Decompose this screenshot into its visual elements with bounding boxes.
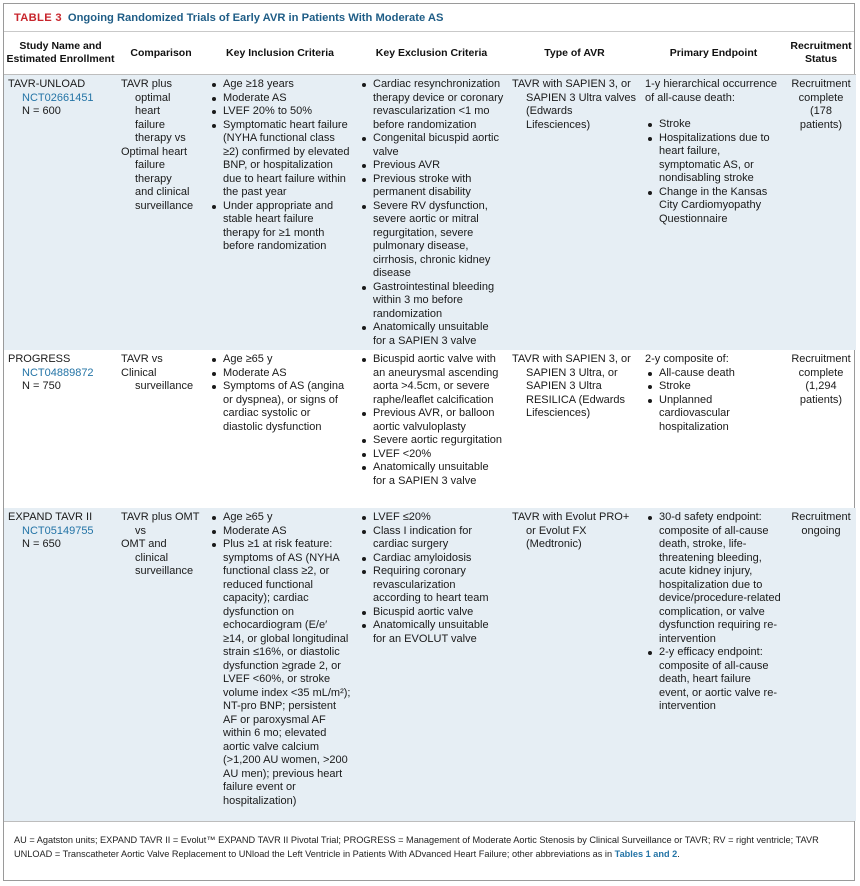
exclusion-cell [355,508,508,821]
list-item: Bicuspid aortic valve [359,606,504,620]
inclusion-cell [205,508,355,821]
list-item: Age ≥65 y [209,511,351,525]
list-item: LVEF <20% [359,448,504,462]
status-cell: Recruitment complete (1,294 patients) [791,353,851,406]
list-item: Stroke [645,118,782,132]
endpoint-cell [641,508,786,821]
list-item: Symptomatic heart failure (NYHA functional class ≥2) confirmed by elevated BNP, or hospitalization due to heart failure within the past year [209,119,351,200]
inclusion-cell [205,75,355,351]
comparison-cell: TAVR plus optimal heart failure therapy vs Optimal heart failure therapy and clinical surveillance [117,75,205,351]
list-item: Requiring coronary revascularization according to heart team [359,565,504,606]
list-item: Anatomically unsuitable for a SAPIEN 3 valve [359,321,504,348]
header-status: Recruitment Status [786,32,856,75]
list-item: Cardiac resynchronization therapy device or coronary revascularization <1 mo before randomization [359,78,504,132]
status-cell: Recruitment complete (178 patients) [786,75,856,351]
study-name: EXPAND TAVR II [8,511,93,523]
nct-link[interactable]: NCT02661451 [22,91,94,104]
study-cell [4,508,117,821]
exclusion-cell [355,75,508,351]
list-item: Previous AVR [359,159,504,173]
list-item: Moderate AS [209,367,351,381]
avr-type-cell: TAVR with SAPIEN 3, or SAPIEN 3 Ultra, or SAPIEN 3 Ultra RESILICA (Edwards Lifesciences) [512,353,631,419]
study-name: TAVR-UNLOAD [8,78,86,90]
header-inclusion: Key Inclusion Criteria [205,32,355,75]
list-item: Severe aortic regurgitation [359,434,504,448]
table-title: Ongoing Randomized Trials of Early AVR in Patients With Moderate AS [67,11,444,24]
trials-table [4,32,856,821]
table-title-bar [4,4,854,32]
endpoint-cell [641,350,786,508]
table-frame [3,3,855,881]
list-item: Severe RV dysfunction, severe aortic or mitral regurgitation, severe pulmonary disease, cirrhosis, chronic kidney disease [359,200,504,281]
list-item: Moderate AS [209,525,351,539]
list-item: Plus ≥1 at risk feature: symptoms of AS (NYHA functional class ≥2, or reduced functional capacity); cardiac dysfunction on echocardiogram (E/e′ ≥14, or global longitudinal strain ≤16%, or diastolic dysfunction ≥grade 2, or LVEF <60%, or stroke volume index <35 mL/m²); NT-pro BNP; persistent AF or paroxysmal AF within 6 mo; elevated aortic valve calcium (>1,200 AU women, >200 AU men); previous heart failure event or hospitalization) [209,538,351,808]
enrollment: N = 650 [22,538,61,550]
avr-type-cell: TAVR with SAPIEN 3, or SAPIEN 3 Ultra valves (Edwards Lifesciences) [508,75,641,351]
list-item: Moderate AS [209,92,351,106]
list-item: All-cause death [645,367,782,381]
list-item: Previous AVR, or balloon aortic valvuloplasty [359,407,504,434]
list-item: Class I indication for cardiac surgery [359,525,504,552]
enrollment: N = 750 [22,380,61,392]
inclusion-cell [205,350,355,508]
list-item: Age ≥65 y [209,353,351,367]
list-item: LVEF ≤20% [359,511,504,525]
list-item: Previous stroke with permanent disability [359,173,504,200]
list-item: Age ≥18 years [209,78,351,92]
list-item: Cardiac amyloidosis [359,552,504,566]
endpoint-intro: 1-y hierarchical occurrence of all-cause death: [645,78,778,104]
header-avr-type: Type of AVR [508,32,641,75]
list-item: Anatomically unsuitable for a SAPIEN 3 valve [359,461,504,488]
list-item: Gastrointestinal bleeding within 3 mo before randomization [359,281,504,322]
status-cell: Recruitment ongoing [786,508,856,821]
table-footnote [4,821,854,861]
footnote-end: . [677,848,680,859]
list-item: Stroke [645,380,782,394]
header-endpoint: Primary Endpoint [641,32,786,75]
comparison-cell: TAVR plus OMT vs OMT and clinical surveillance [117,508,205,821]
list-item: Under appropriate and stable heart failure therapy for ≥1 month before randomization [209,200,351,254]
study-cell [4,350,117,508]
list-item: Anatomically unsuitable for an EVOLUT valve [359,619,504,646]
list-item: Congenital bicuspid aortic valve [359,132,504,159]
avr-type-cell: TAVR with Evolut PRO+ or Evolut FX (Medtronic) [508,508,641,821]
list-item: Bicuspid aortic valve with an aneurysmal ascending aorta >4.5cm, or severe raphe/leaflet calcification [359,353,504,407]
study-name: PROGRESS [8,353,71,365]
list-item: Hospitalizations due to heart failure, symptomatic AS, or nondisabling stroke [645,132,782,186]
table-row [4,75,856,351]
header-comparison: Comparison [117,32,205,75]
nct-link[interactable]: NCT05149755 [22,524,94,537]
table-row [4,508,856,821]
list-item: 2-y efficacy endpoint: composite of all-cause death, heart failure event, or aortic valve re-intervention [645,646,782,714]
list-item: Symptoms of AS (angina or dyspnea), or signs of cardiac systolic or diastolic dysfunction [209,380,351,434]
study-cell [4,75,117,351]
footnote-text: AU = Agatston units; EXPAND TAVR II = Evolut™ EXPAND TAVR II Pivotal Trial; PROGRESS = Management of Moderate Aortic Stenosis by Clinical Surveillance or TAVR; RV = right ventricle; TAVR UNLOAD = Transcatheter Aortic Valve Replacement to UNload the Left Ventricle in Patients With ADvanced Heart Failure; other abbreviations as in [14,835,819,859]
enrollment: N = 600 [22,105,61,117]
table-label: TABLE 3 [14,11,62,24]
header-exclusion: Key Exclusion Criteria [355,32,508,75]
footnote-table-reference[interactable]: Tables 1 and 2 [614,848,678,859]
exclusion-cell [355,350,508,508]
nct-link[interactable]: NCT04889872 [22,366,94,379]
comparison-cell: TAVR vs Clinical surveillance [121,353,194,392]
list-item: Unplanned cardiovascular hospitalization [645,394,782,435]
header-row [4,32,856,75]
header-study: Study Name and Estimated Enrollment [4,32,117,75]
endpoint-cell [641,75,786,351]
list-item: LVEF 20% to 50% [209,105,351,119]
list-item: Change in the Kansas City Cardiomyopathy Questionnaire [645,186,782,227]
endpoint-intro: 2-y composite of: [645,353,729,365]
list-item: 30-d safety endpoint: composite of all-cause death, stroke, life-threatening bleeding, acute kidney injury, hospitalization due to device/procedure-related complication, or valve dysfunction requiring re-intervention [645,511,782,646]
table-row [4,350,856,508]
